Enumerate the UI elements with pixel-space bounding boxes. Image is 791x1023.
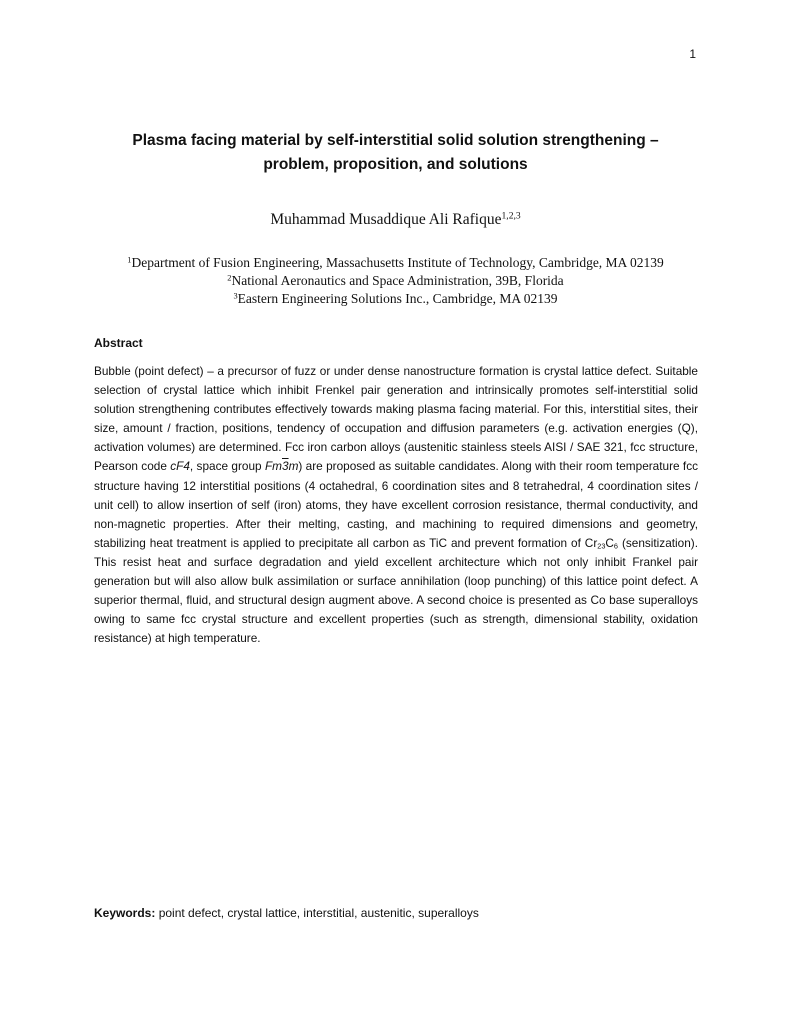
author-line — [0, 211, 791, 229]
affiliations — [0, 254, 791, 308]
author-name: Muhammad Musaddique Ali Rafique — [270, 211, 502, 228]
abstract-heading: Abstract — [94, 336, 143, 350]
paper-title — [60, 129, 731, 177]
space-group: Fm3m — [264, 459, 299, 474]
affiliation-1: $^1$Department of Fusion Engineering, Massachusetts Institute of Technology, Cambridge, MA 02139 — [127, 255, 664, 270]
keywords-list: point defect, crystal lattice, interstitial, austenitic, superalloys — [155, 906, 479, 920]
abstract-body: Bubble (point defect) – a precursor of fuzz or under dense nanostructure formation is crystal lattice defect. Suitable selection of crystal lattice which inhibit Frenkel pair generation and intrinsically promotes self-interstitial solid solution strengthening contributes effectively towards making plasma facing material. For this, interstitial sites, their size, amount / fraction, positions, tendency of occupation and diffusion parameters (e.g. activation energies (Q), activation volumes) are determined. Fcc iron carbon alloys (austenitic stainless steels AISI / SAE 321, fcc structure, Pearson code cF4, space group Fm3m) are proposed as suitable candidates. Along with their room temperature fcc structure having 12 interstitial positions (4 octahedral, 6 coordination sites and 8 tetrahedral, 4 coordination sites / unit cell) to allow insertion of self (iron) atoms, they have excellent corrosion resistance, thermal conductivity, and non-magnetic properties. After their melting, casting, and machining to required dimensions and geometry, stabilizing heat treatment is applied to precipitate all carbon as TiC and prevent formation of $Cr_{23}C_6$ (sensitization). This resist heat and surface degradation and yield excellent architecture which not only inhibit Frankel pair generation but will also allow bulk assimilation or surface annihilation (loop punching) of this lattice point defect. A superior thermal, fluid, and structural design augment above. A second choice is presented as Co base superalloys owing to same fcc crystal structure and excellent properties (such as strength, dimensional stability, oxidation resistance) at high temperature. — [94, 364, 699, 646]
affiliation-2: $^2$National Aeronautics and Space Administration, 39B, Florida — [227, 273, 564, 288]
title-line-1: Plasma facing material by self-interstitial solid solution strengthening – — [132, 132, 659, 149]
page-number: 1 — [689, 47, 696, 61]
author-affil-marks: 1,2,3 — [501, 210, 521, 222]
pearson-code: cF4 — [170, 459, 190, 474]
keywords-label: Keywords: — [94, 906, 156, 920]
keywords — [94, 906, 479, 920]
title-line-2: problem, proposition, and solutions — [263, 156, 528, 173]
affiliation-3: $^3$Eastern Engineering Solutions Inc., Cambridge, MA 02139 — [233, 291, 558, 306]
